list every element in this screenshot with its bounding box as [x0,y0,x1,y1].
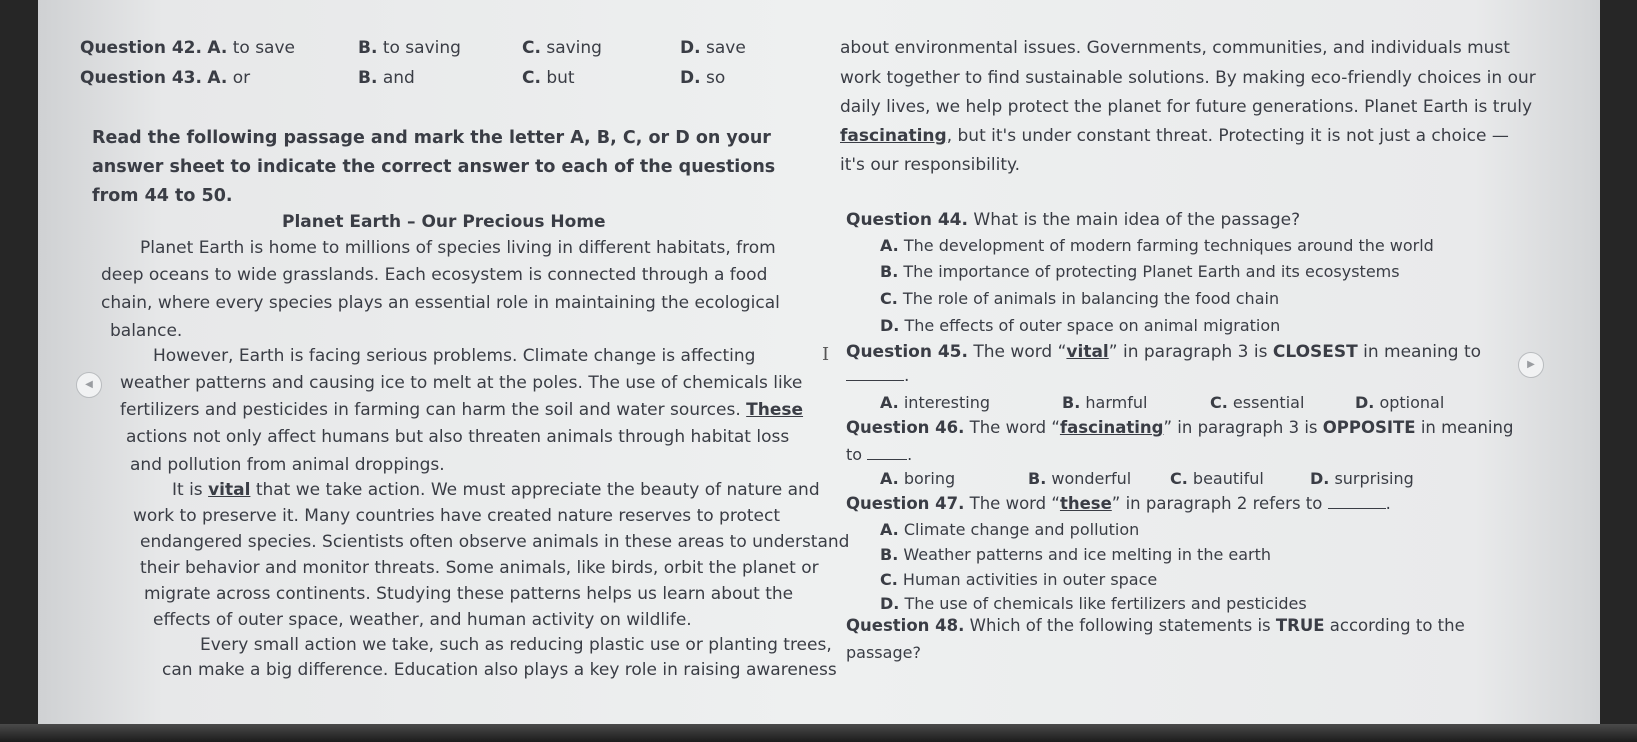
passage-line: work together to find sustainable solutions. By making eco-friendly choices in our [840,68,1536,88]
instructions-line-2: answer sheet to indicate the correct answer to each of the questions [92,157,776,177]
q46-blank: to . [846,445,913,464]
highlighted-word-fascinating: fascinating [840,126,947,146]
q48-stem: Question 48. Which of the following statements is TRUE according to the [846,616,1465,635]
q44-stem: Question 44. What is the main idea of the passage? [846,210,1301,230]
passage-line: can make a big difference. Education also plays a key role in raising awareness [162,660,837,680]
q42-option-d: D. save [680,38,746,58]
passage-line: fertilizers and pesticides in farming can harm the soil and water sources. These [120,400,804,420]
passage-line: chain, where every species plays an essential role in maintaining the ecological [101,293,780,313]
highlighted-word-these: These [746,400,804,420]
passage-line: balance. [110,321,183,341]
q48-stem-line-2: passage? [846,643,921,662]
q45-option-a: A. interesting [880,393,990,412]
q46-option-c: C. beautiful [1170,469,1264,488]
previous-page-button[interactable] [76,372,102,398]
passage-line: endangered species. Scientists often observe animals in these areas to understand [140,532,850,552]
q43-option-c: C. but [522,68,575,88]
q47-option-a: A. Climate change and pollution [880,520,1140,539]
q44-option-b: B. The importance of protecting Planet Earth and its ecosystems [880,262,1400,281]
passage-line: fascinating, but it's under constant threat. Protecting it is not just a choice — [840,126,1509,146]
chevron-right-icon: ▶ [1527,359,1535,370]
q43-label: Question 43. [80,68,202,88]
q42-option-c: C. saving [522,38,602,58]
passage-line: Every small action we take, such as reducing plastic use or planting trees, [200,635,832,655]
q46-stem: Question 46. The word “fascinating” in paragraph 3 is OPPOSITE in meaning [846,418,1514,437]
q46-option-d: D. surprising [1310,469,1414,488]
passage-line: Planet Earth is home to millions of species living in different habitats, from [140,238,776,258]
instructions-line-3: from 44 to 50. [92,186,233,206]
passage-line: work to preserve it. Many countries have created nature reserves to protect [133,506,780,526]
q45-option-d: D. optional [1355,393,1445,412]
q42-a-text: to save [232,38,295,58]
passage-title: Planet Earth – Our Precious Home [282,212,606,232]
highlighted-word-vital: vital [208,480,251,500]
q46-option-a: A. boring [880,469,956,488]
passage-line: daily lives, we help protect the planet for future generations. Planet Earth is truly [840,97,1533,117]
passage-line: effects of outer space, weather, and human activity on wildlife. [153,610,692,630]
q46-option-b: B. wonderful [1028,469,1132,488]
q42-label: Question 42. [80,38,202,58]
passage-line: It is vital that we take action. We must appreciate the beauty of nature and [172,480,820,500]
q47-stem: Question 47. The word “these” in paragraph 2 refers to . [846,494,1391,513]
q43-option-b: B. and [358,68,415,88]
q43-a-text: or [232,68,251,88]
passage-line: their behavior and monitor threats. Some animals, like birds, orbit the planet or [140,558,819,578]
text-cursor-icon: I [822,344,830,365]
q45-blank: . [846,366,909,386]
monitor-bezel [0,724,1637,742]
chevron-left-icon: ◀ [85,379,93,390]
q43-option-d: D. so [680,68,726,88]
q42-row [80,38,295,58]
q44-option-d: D. The effects of outer space on animal migration [880,316,1281,335]
passage-line: deep oceans to wide grasslands. Each ecosystem is connected through a food [101,265,768,285]
passage-line: actions not only affect humans but also threaten animals through habitat loss [126,427,790,447]
instructions-line-1: Read the following passage and mark the letter A, B, C, or D on your [92,128,771,148]
passage-line: and pollution from animal droppings. [130,455,445,475]
passage-line: about environmental issues. Governments, communities, and individuals must [840,38,1510,58]
next-page-button[interactable] [1518,352,1544,378]
q45-option-c: C. essential [1210,393,1305,412]
q44-option-a: A. The development of modern farming techniques around the world [880,236,1434,255]
q43-row: Question 43. A. or [80,68,251,88]
q42-a-letter: A. [207,38,228,58]
q47-option-d: D. The use of chemicals like fertilizers and pesticides [880,594,1307,613]
q47-option-b: B. Weather patterns and ice melting in the earth [880,545,1272,564]
passage-line: migrate across continents. Studying these patterns helps us learn about the [144,584,794,604]
q45-stem: Question 45. The word “vital” in paragraph 3 is CLOSEST in meaning to [846,342,1482,362]
q42-option-b: B. to saving [358,38,461,58]
passage-line: However, Earth is facing serious problems. Climate change is affecting [153,346,756,366]
passage-line: it's our responsibility. [840,155,1021,175]
q47-option-c: C. Human activities in outer space [880,570,1158,589]
q45-option-b: B. harmful [1062,393,1148,412]
passage-line: weather patterns and causing ice to melt at the poles. The use of chemicals like [120,373,803,393]
q44-option-c: C. The role of animals in balancing the food chain [880,289,1280,308]
